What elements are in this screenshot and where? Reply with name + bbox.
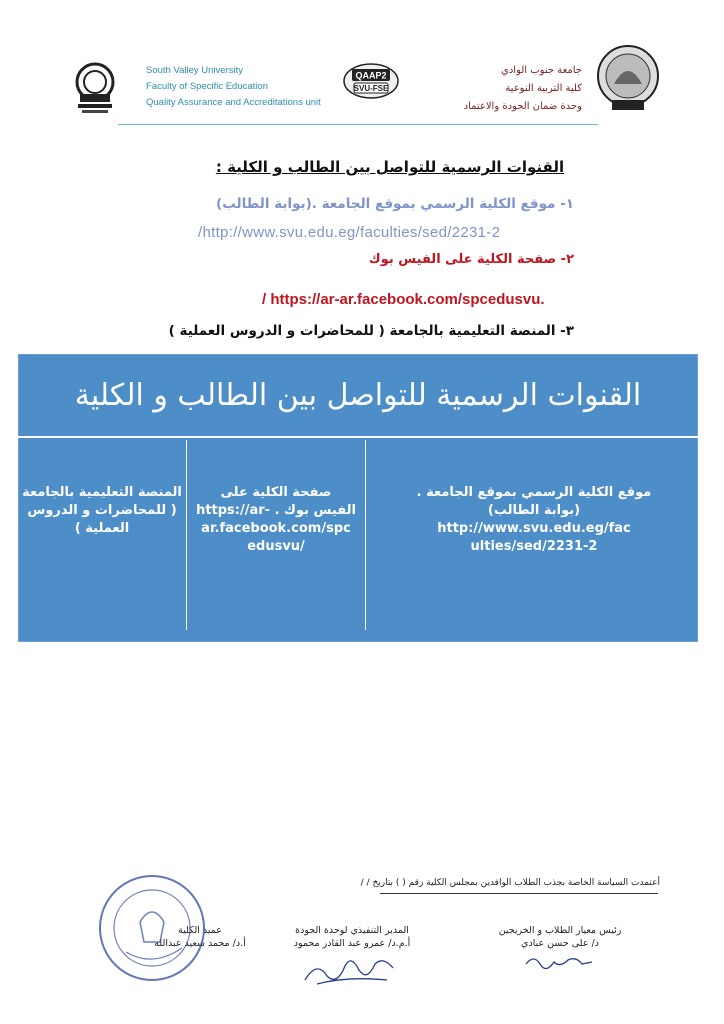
channel-2-label: ٢- صفحة الكلية على الفيس بوك [368, 252, 574, 267]
signature-title: عميد الكلية [178, 925, 222, 936]
english-unit-name: Quality Assurance and Accreditations unit [146, 97, 321, 108]
handwritten-signature [297, 950, 407, 990]
cell-url: edusvu/ [247, 539, 305, 554]
signature-name: د/ على حسن عبادي [521, 938, 599, 949]
qa-logo-top-text: QAAP2 [355, 70, 387, 81]
faculty-logo [70, 60, 120, 118]
arabic-unit-name: وحدة ضمان الجودة والاعتماد [463, 101, 582, 112]
channel-3-label: ٣- المنصة التعليمية بالجامعة ( للمحاضرات و الدروس العملية ) [168, 323, 574, 339]
cell-text: ( للمحاضرات و الدروس [27, 503, 177, 518]
approval-statement: أعتمدت السياسة الخاصة بجذب الطلاب الوافدين بمجلس الكلية رقم ( ) بتاريخ / / [360, 878, 660, 888]
table-cell-facebook [186, 440, 366, 630]
header-english [146, 63, 321, 111]
english-university-name: South Valley University [146, 65, 243, 76]
university-logo [592, 44, 664, 114]
table-cell-website [370, 440, 698, 630]
header-arabic [464, 62, 582, 116]
signature-title: المدير التنفيذي لوحدة الجودة [295, 925, 409, 936]
cell-url: ulties/sed/2231-2 [470, 539, 598, 554]
channel-1-url[interactable]: /http://www.svu.edu.eg/faculties/sed/2231-2 [198, 224, 501, 241]
qaap-logo [342, 62, 400, 100]
signature-block-quality [262, 924, 442, 994]
signature-title: رئيس معيار الطلاب و الخريجين [498, 925, 622, 936]
signature-name: أ.د/ محمد سعيد عبدالله [154, 938, 246, 949]
page-title: القنوات الرسمية للتواصل بين الطالب و الكلية : [215, 158, 565, 176]
signature-block-students [470, 924, 650, 978]
english-faculty-name: Faculty of Specific Education [146, 81, 268, 92]
cell-text: الفيس بوك . -https://ar [196, 503, 356, 518]
channels-table-heading: القنوات الرسمية للتواصل بين الطالب و الكلية [18, 354, 698, 438]
official-stamp [96, 872, 208, 984]
header-divider [118, 124, 598, 125]
arabic-university-name: جامعة جنوب الوادي [501, 65, 582, 76]
cell-text: موقع الكلية الرسمي بموقع الجامعة . [416, 485, 652, 500]
cell-text: العملية ) [74, 521, 130, 536]
cell-text: (بوابة الطالب) [487, 503, 581, 518]
table-cell-platform [18, 440, 186, 630]
cell-url: http://www.svu.edu.eg/fac [437, 521, 631, 536]
channel-2-url[interactable]: / https://ar-ar.facebook.com/spcedusvu. [262, 291, 545, 308]
qa-logo-bottom-text: SVU-FSE [353, 84, 389, 93]
arabic-faculty-name: كلية التربية النوعية [505, 83, 582, 94]
cell-url: ar.facebook.com/spc [201, 521, 351, 536]
signature-name: أ.م.د/ عمرو عبد القادر محمود [293, 938, 411, 949]
channel-1-label: ١- موقع الكلية الرسمي بموقع الجامعة .(بوابة الطالب) [216, 196, 574, 212]
handwritten-signature [520, 950, 600, 974]
cell-text: صفحة الكلية على [220, 485, 332, 500]
cell-text: المنصة التعليمية بالجامعة [22, 485, 182, 500]
approval-underline [380, 893, 658, 894]
